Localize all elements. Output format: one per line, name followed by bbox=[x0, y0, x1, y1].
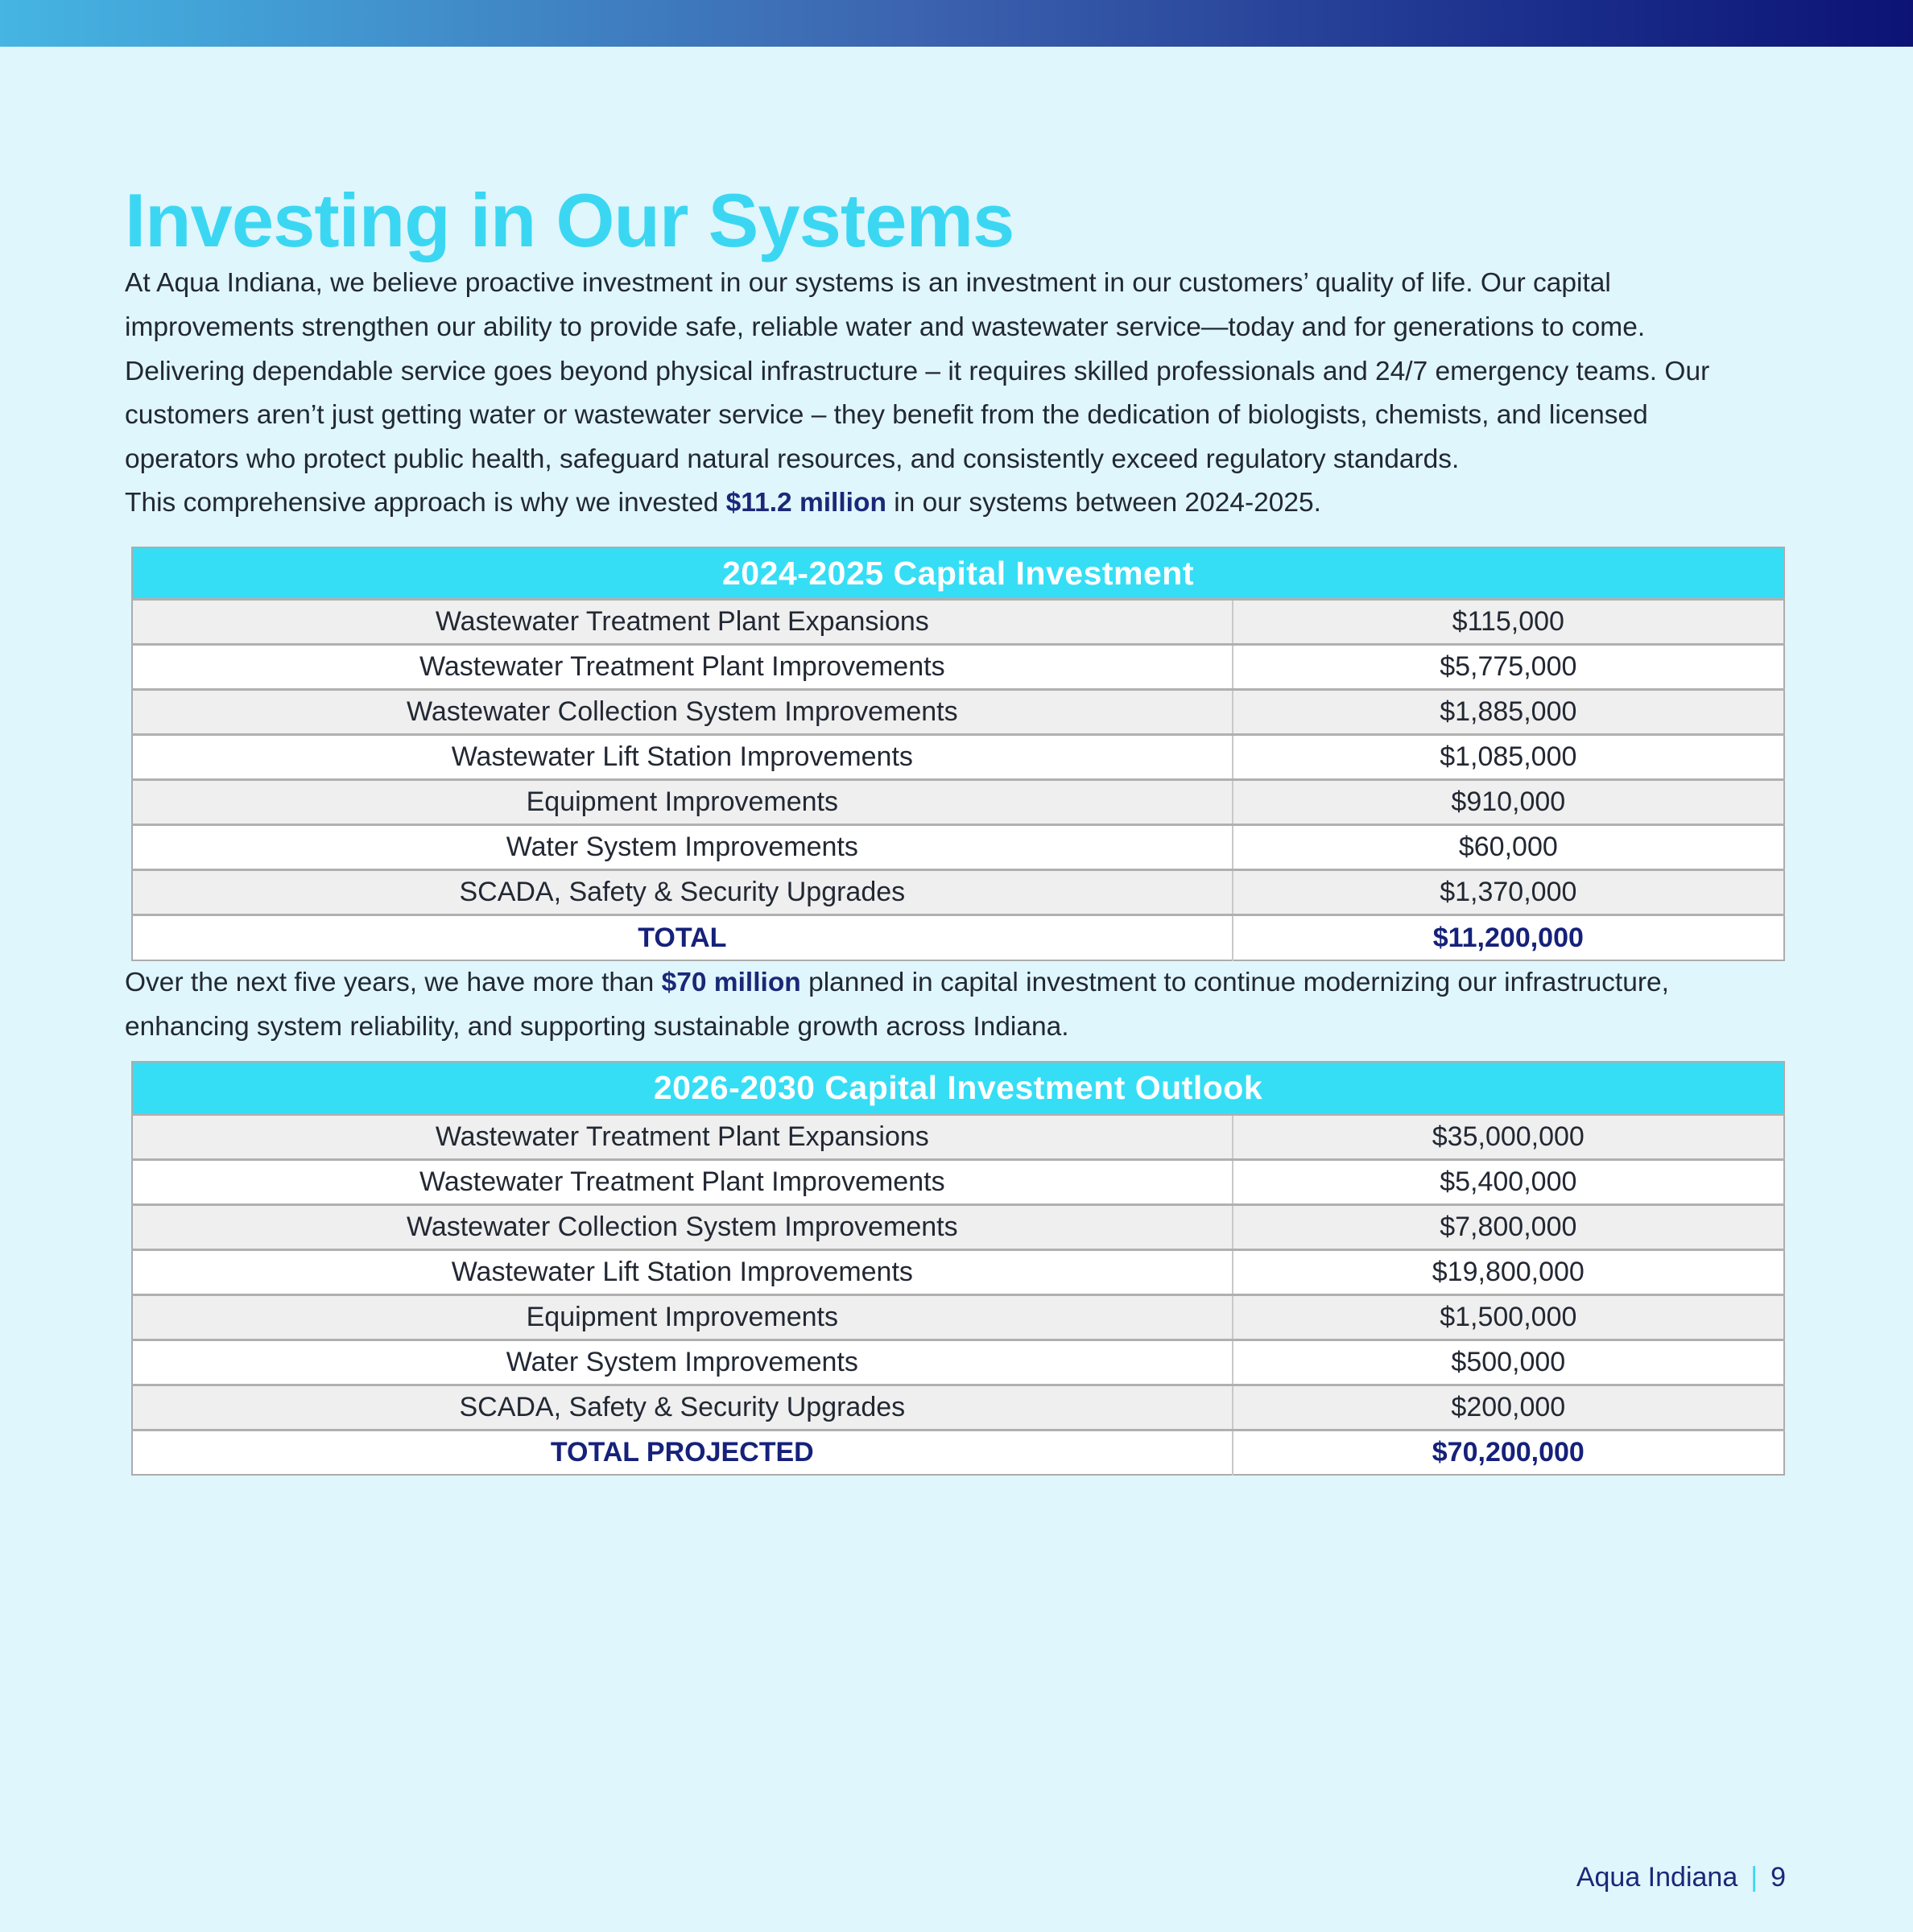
row-value: $35,000,000 bbox=[1233, 1114, 1784, 1159]
footer-divider: | bbox=[1750, 1862, 1758, 1893]
row-value: $19,800,000 bbox=[1233, 1249, 1784, 1294]
table-header-row bbox=[132, 547, 1784, 600]
row-label: Wastewater Collection System Improvements bbox=[132, 690, 1233, 735]
row-label: Equipment Improvements bbox=[132, 780, 1233, 825]
summary-sentence-pre: This comprehensive approach is why we invested bbox=[125, 488, 726, 518]
total-label: TOTAL PROJECTED bbox=[132, 1430, 1233, 1475]
row-value: $1,500,000 bbox=[1233, 1294, 1784, 1340]
row-label: SCADA, Safety & Security Upgrades bbox=[132, 1385, 1233, 1430]
row-value: $200,000 bbox=[1233, 1385, 1784, 1430]
table-row bbox=[132, 825, 1784, 870]
outlook-sentence-pre: Over the next five years, we have more than bbox=[125, 967, 662, 997]
row-label: SCADA, Safety & Security Upgrades bbox=[132, 870, 1233, 915]
row-value: $7,800,000 bbox=[1233, 1204, 1784, 1249]
amount-2024-2025: $11.2 million bbox=[725, 488, 886, 518]
row-label: Wastewater Collection System Improvements bbox=[132, 1204, 1233, 1249]
total-label: TOTAL bbox=[132, 915, 1233, 960]
table-row bbox=[132, 1340, 1784, 1385]
row-value: $500,000 bbox=[1233, 1340, 1784, 1385]
intro-paragraph-2: Delivering dependable service goes beyond physical infrastructure – it requires skilled professionals and 24/7 emergency teams. Our customers aren’t just getting water or wastewater service – they benefit from the dedication of biologists, chemists, and licensed operators who protect public health, safeguard natural resources, and consistently exceed regulatory standards. bbox=[125, 356, 1710, 474]
row-label: Water System Improvements bbox=[132, 1340, 1233, 1385]
capital-investment-table-2024-2025 bbox=[131, 547, 1785, 961]
investment-summary-sentence bbox=[125, 481, 1727, 526]
row-value: $5,400,000 bbox=[1233, 1159, 1784, 1204]
row-value: $1,085,000 bbox=[1233, 735, 1784, 780]
table-row bbox=[132, 1204, 1784, 1249]
table-row bbox=[132, 780, 1784, 825]
outlook-sentence-post: planned in capital investment to continue modernizing our infrastructure, enhancing system reliability, and supporting sustainable growth across Indiana. bbox=[125, 967, 1669, 1042]
table-row bbox=[132, 1294, 1784, 1340]
brand-name: Aqua Indiana bbox=[1576, 1862, 1738, 1893]
outlook-sentence bbox=[125, 961, 1727, 1049]
row-value: $60,000 bbox=[1233, 825, 1784, 870]
table-row bbox=[132, 1159, 1784, 1204]
intro-paragraph-1: At Aqua Indiana, we believe proactive investment in our systems is an investment in our customers’ quality of life. Our capital improvements strengthen our ability to provide safe, reliable water and wastewater service—today and for generations to come. bbox=[125, 268, 1646, 342]
row-value: $115,000 bbox=[1233, 600, 1784, 645]
total-value: $11,200,000 bbox=[1233, 915, 1784, 960]
row-label: Equipment Improvements bbox=[132, 1294, 1233, 1340]
top-gradient-bar bbox=[0, 0, 1913, 47]
row-label: Wastewater Lift Station Improvements bbox=[132, 1249, 1233, 1294]
row-label: Wastewater Treatment Plant Improvements bbox=[132, 1159, 1233, 1204]
table-row bbox=[132, 600, 1784, 645]
page-number: 9 bbox=[1770, 1862, 1786, 1893]
row-value: $5,775,000 bbox=[1233, 645, 1784, 690]
total-value: $70,200,000 bbox=[1233, 1430, 1784, 1475]
capital-investment-table-2026-2030 bbox=[131, 1061, 1785, 1476]
table-row bbox=[132, 1114, 1784, 1159]
table-row bbox=[132, 690, 1784, 735]
row-label: Wastewater Treatment Plant Expansions bbox=[132, 600, 1233, 645]
total-row bbox=[132, 915, 1784, 960]
page-footer bbox=[1576, 1862, 1786, 1893]
table-header-row bbox=[132, 1062, 1784, 1114]
row-label: Wastewater Lift Station Improvements bbox=[132, 735, 1233, 780]
row-value: $1,370,000 bbox=[1233, 870, 1784, 915]
row-value: $1,885,000 bbox=[1233, 690, 1784, 735]
page-title: Investing in Our Systems bbox=[125, 178, 1014, 262]
table-title-2024-2025: 2024-2025 Capital Investment bbox=[132, 547, 1784, 600]
table-row bbox=[132, 645, 1784, 690]
page-content bbox=[0, 179, 1913, 1476]
total-row bbox=[132, 1430, 1784, 1475]
row-label: Wastewater Treatment Plant Expansions bbox=[132, 1114, 1233, 1159]
row-label: Water System Improvements bbox=[132, 825, 1233, 870]
amount-outlook: $70 million bbox=[661, 967, 801, 997]
table-row bbox=[132, 1385, 1784, 1430]
table-row bbox=[132, 735, 1784, 780]
table-row bbox=[132, 1249, 1784, 1294]
row-label: Wastewater Treatment Plant Improvements bbox=[132, 645, 1233, 690]
summary-sentence-post: in our systems between 2024-2025. bbox=[886, 488, 1321, 518]
table-title-2026-2030: 2026-2030 Capital Investment Outlook bbox=[132, 1062, 1784, 1114]
row-value: $910,000 bbox=[1233, 780, 1784, 825]
table-row bbox=[132, 870, 1784, 915]
